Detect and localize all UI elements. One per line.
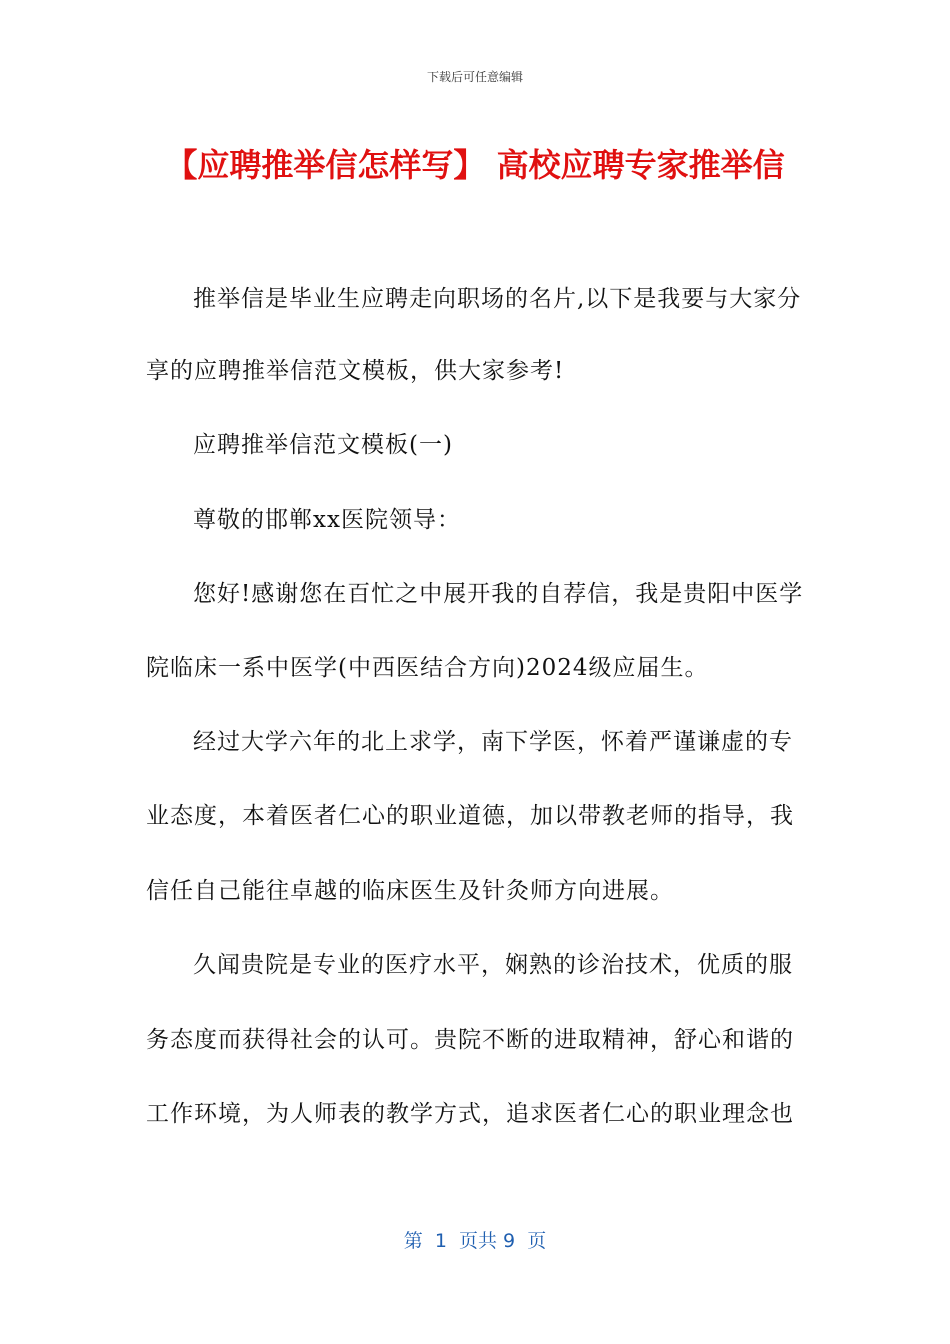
page-footer: 第 1 页共 9 页 <box>403 1230 547 1252</box>
paragraph-line: 享的应聘推举信范文模板，供大家参考! <box>146 358 565 384</box>
paragraph-line: 推举信是毕业生应聘走向职场的名片,以下是我要与大家分 <box>193 286 802 312</box>
paragraph-line: 院临床一系中医学(中西医结合方向)2024级应届生。 <box>146 655 709 681</box>
document-title: 【应聘推举信怎样写】 高校应聘专家推举信 <box>165 146 785 184</box>
paragraph-line: 尊敬的邯郸xx医院领导： <box>193 507 461 533</box>
paragraph-line: 您好!感谢您在百忙之中展开我的自荐信，我是贵阳中医学 <box>193 581 804 607</box>
paragraph-line: 务态度而获得社会的认可。贵院不断的进取精神，舒心和谐的 <box>146 1027 794 1053</box>
paragraph-line: 经过大学六年的北上求学，南下学医，怀着严谨谦虚的专 <box>193 729 793 755</box>
paragraph-line: 业态度，本着医者仁心的职业道德，加以带教老师的指导，我 <box>146 803 794 829</box>
paragraph-line: 工作环境，为人师表的教学方式，追求医者仁心的职业理念也 <box>146 1101 794 1127</box>
header-note: 下载后可任意编辑 <box>426 70 523 84</box>
paragraph-line: 应聘推举信范文模板(一) <box>193 432 453 458</box>
paragraph-line: 信任自己能往卓越的临床医生及针灸师方向进展。 <box>146 878 674 904</box>
paragraph-line: 久闻贵院是专业的医疗水平，娴熟的诊治技术，优质的服 <box>193 952 793 978</box>
